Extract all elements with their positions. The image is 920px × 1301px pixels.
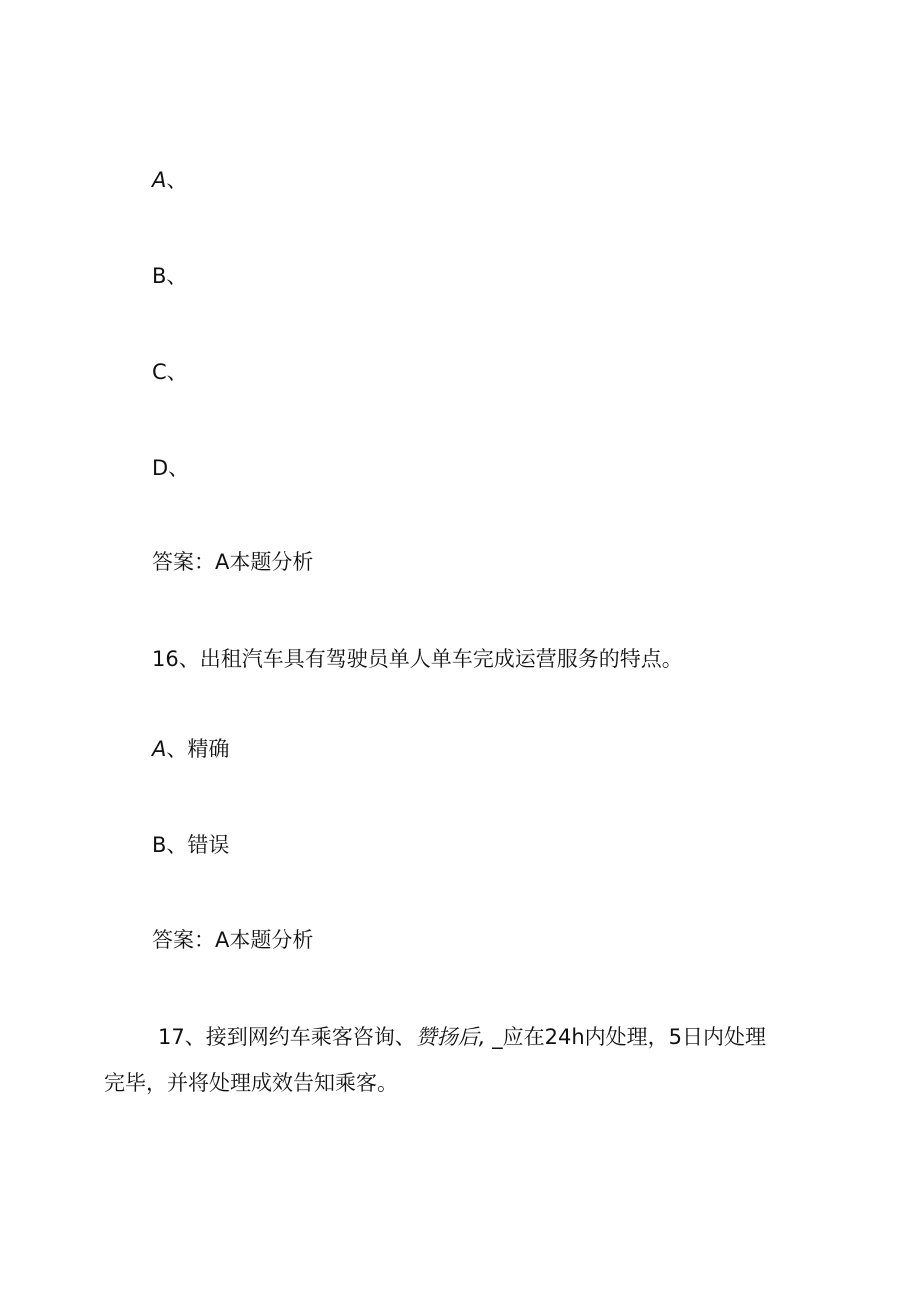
option-separator: 、: [166, 168, 188, 192]
q15-option-a: [152, 166, 187, 194]
option-separator: 、: [166, 833, 188, 857]
option-letter: D: [152, 456, 169, 480]
q17-italic: 赞扬后,: [415, 1025, 493, 1049]
q16-option-b: [152, 831, 229, 859]
q17-prefix: 17、接到网约车乘客咨询、: [158, 1025, 416, 1049]
q16-option-a: [152, 735, 229, 763]
option-letter: B: [152, 833, 167, 857]
q17-question-line2: 完毕，并将处理成效告知乘客。: [104, 1071, 398, 1095]
option-separator: 、: [168, 456, 190, 480]
q15-option-c: [152, 358, 188, 386]
option-letter: A: [152, 737, 167, 761]
q17-question-line1: [158, 1023, 766, 1051]
option-letter: A: [152, 168, 167, 192]
q15-answer: 答案：A本题分析: [152, 550, 314, 574]
q16-question: 16、出租汽车具有驾驶员单人单车完成运营服务的特点。: [152, 647, 683, 671]
option-text: 错误: [187, 833, 230, 857]
option-separator: 、: [166, 360, 188, 384]
q15-option-b: [152, 262, 187, 290]
q17-suffix: _应在24h内处理，5日内处理: [492, 1025, 766, 1049]
option-letter: B: [152, 264, 167, 288]
q15-option-d: [152, 454, 189, 482]
option-letter: C: [152, 360, 167, 384]
q16-answer: 答案：A本题分析: [152, 928, 314, 952]
option-separator: 、: [166, 737, 188, 761]
option-separator: 、: [166, 264, 188, 288]
option-text: 精确: [187, 737, 230, 761]
